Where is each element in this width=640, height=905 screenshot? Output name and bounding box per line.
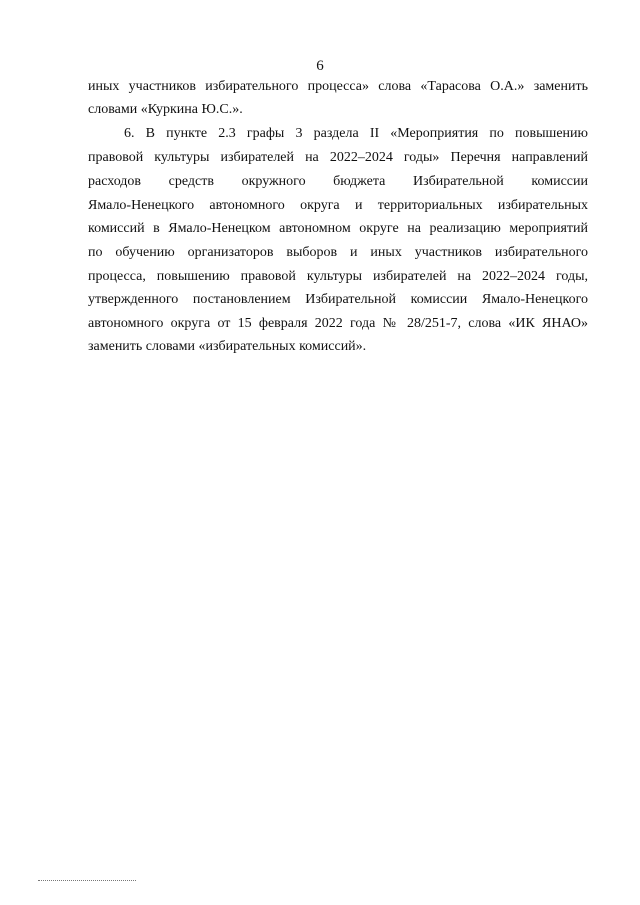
text-line: расходов средств окружного бюджета Избирательной комиссии bbox=[88, 174, 588, 189]
text-line: по обучению организаторов выборов и иных участников избирательного bbox=[88, 245, 588, 260]
text-line: словами «Куркина Ю.С.». bbox=[88, 102, 243, 117]
text-line: иных участников избирательного процесса» слова «Тарасова О.А.» заменить bbox=[88, 79, 588, 94]
text-line: заменить словами «избирательных комиссий». bbox=[88, 339, 367, 354]
text-line: утвержденного постановлением Избирательной комиссии Ямало-Ненецкого bbox=[88, 292, 588, 307]
page-number: 6 bbox=[316, 58, 324, 74]
footer-dotted-line bbox=[38, 880, 136, 881]
text-line: комиссий в Ямало-Ненецком автономном округе на реализацию мероприятий bbox=[88, 221, 588, 236]
text-line: процесса, повышению правовой культуры избирателей на 2022–2024 годы, bbox=[88, 269, 588, 284]
paragraph-6-start: 6. В пункте 2.3 графы 3 раздела II «Мероприятия по повышению bbox=[124, 126, 588, 141]
text-line: автономного округа от 15 февраля 2022 года № 28/251-7, слова «ИК ЯНАО» bbox=[88, 316, 588, 331]
text-line: правовой культуры избирателей на 2022–2024 годы» Перечня направлений bbox=[88, 150, 588, 165]
text-line: Ямало-Ненецкого автономного округа и территориальных избирательных bbox=[88, 198, 588, 213]
